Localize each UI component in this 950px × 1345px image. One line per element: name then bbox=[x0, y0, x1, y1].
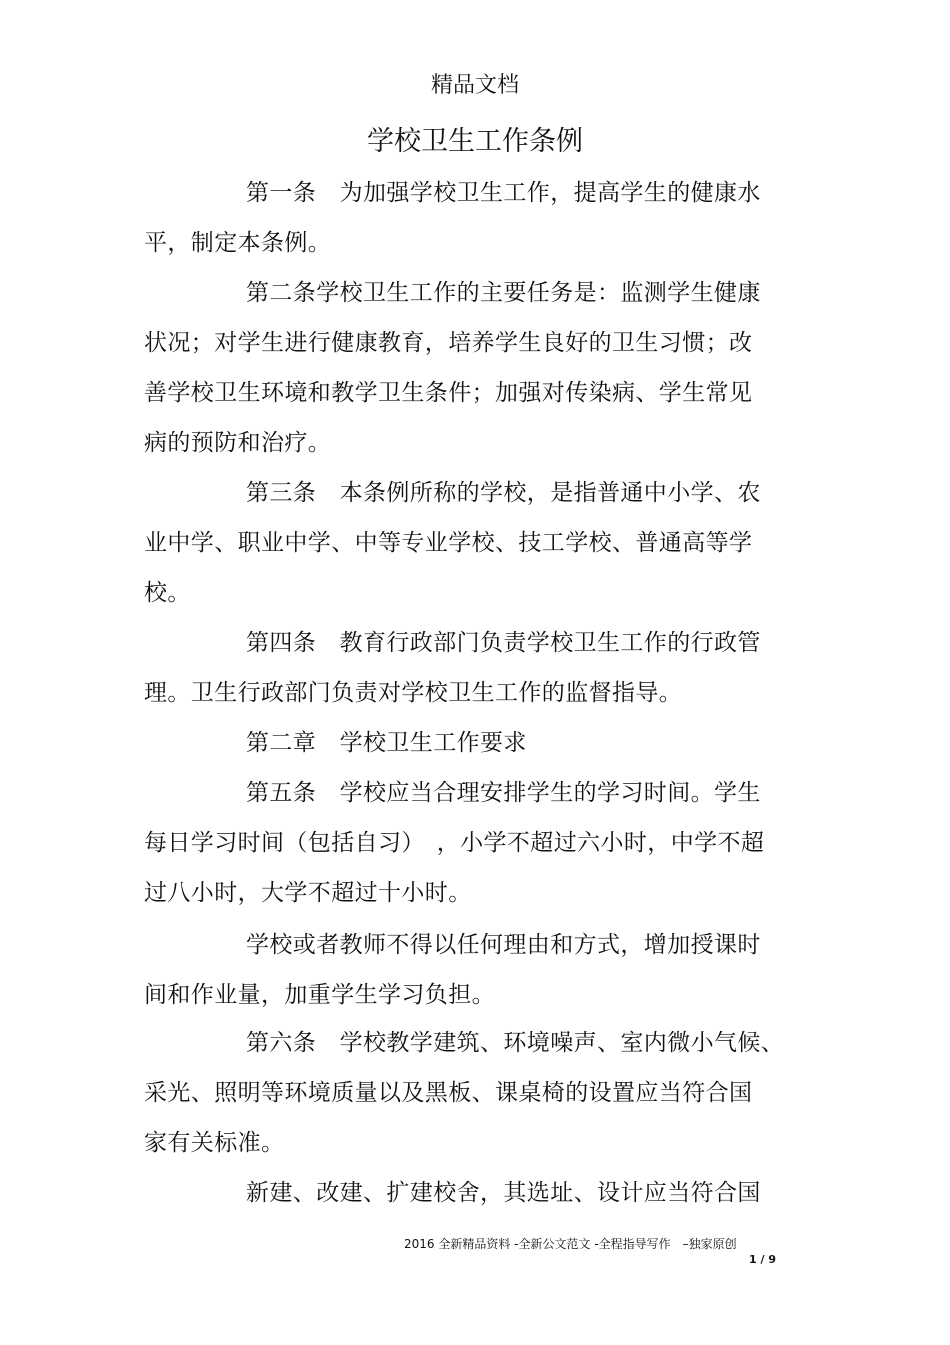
page-header: 精品文档 bbox=[430, 73, 519, 98]
text-line: 理。卫生行政部门负责对学校卫生工作的监督指导。 bbox=[144, 680, 683, 706]
text-line: 每日学习时间（包括自习） ，小学不超过六小时，中学不超 bbox=[144, 830, 765, 856]
text-line: 平，制定本条例。 bbox=[144, 230, 332, 256]
text-line: 第六条 学校教学建筑、环境噪声、室内微小气候、 bbox=[246, 1030, 785, 1056]
text-line: 善学校卫生环境和教学卫生条件；加强对传染病、学生常见 bbox=[144, 380, 753, 406]
page-number: 1 / 9 bbox=[749, 1253, 776, 1266]
text-line: 第四条 教育行政部门负责学校卫生工作的行政管 bbox=[246, 630, 761, 656]
text-line: 过八小时，大学不超过十小时。 bbox=[144, 880, 472, 906]
text-line: 新建、改建、扩建校舍，其选址、设计应当符合国 bbox=[246, 1180, 761, 1206]
text-line: 第一条 为加强学校卫生工作，提高学生的健康水 bbox=[246, 180, 761, 206]
text-line: 业中学、职业中学、中等专业学校、技工学校、普通高等学 bbox=[144, 530, 753, 556]
chapter-heading: 第二章 学校卫生工作要求 bbox=[246, 730, 527, 756]
text-line: 家有关标准。 bbox=[144, 1130, 285, 1156]
text-line: 第二条学校卫生工作的主要任务是：监测学生健康 bbox=[246, 280, 761, 306]
document-title: 学校卫生工作条例 bbox=[367, 126, 583, 157]
text-line: 校。 bbox=[144, 580, 191, 606]
text-line: 学校或者教师不得以任何理由和方式，增加授课时 bbox=[246, 932, 761, 958]
page-footer: 2016 全新精品资料 -全新公文范文 -全程指导写作 –独家原创 bbox=[404, 1237, 737, 1251]
text-line: 病的预防和治疗。 bbox=[144, 430, 332, 456]
text-line: 第五条 学校应当合理安排学生的学习时间。学生 bbox=[246, 780, 761, 806]
text-line: 状况；对学生进行健康教育，培养学生良好的卫生习惯；改 bbox=[144, 330, 753, 356]
text-line: 采光、照明等环境质量以及黑板、课桌椅的设置应当符合国 bbox=[144, 1080, 753, 1106]
text-line: 间和作业量，加重学生学习负担。 bbox=[144, 982, 495, 1008]
text-line: 第三条 本条例所称的学校，是指普通中小学、农 bbox=[246, 480, 761, 506]
